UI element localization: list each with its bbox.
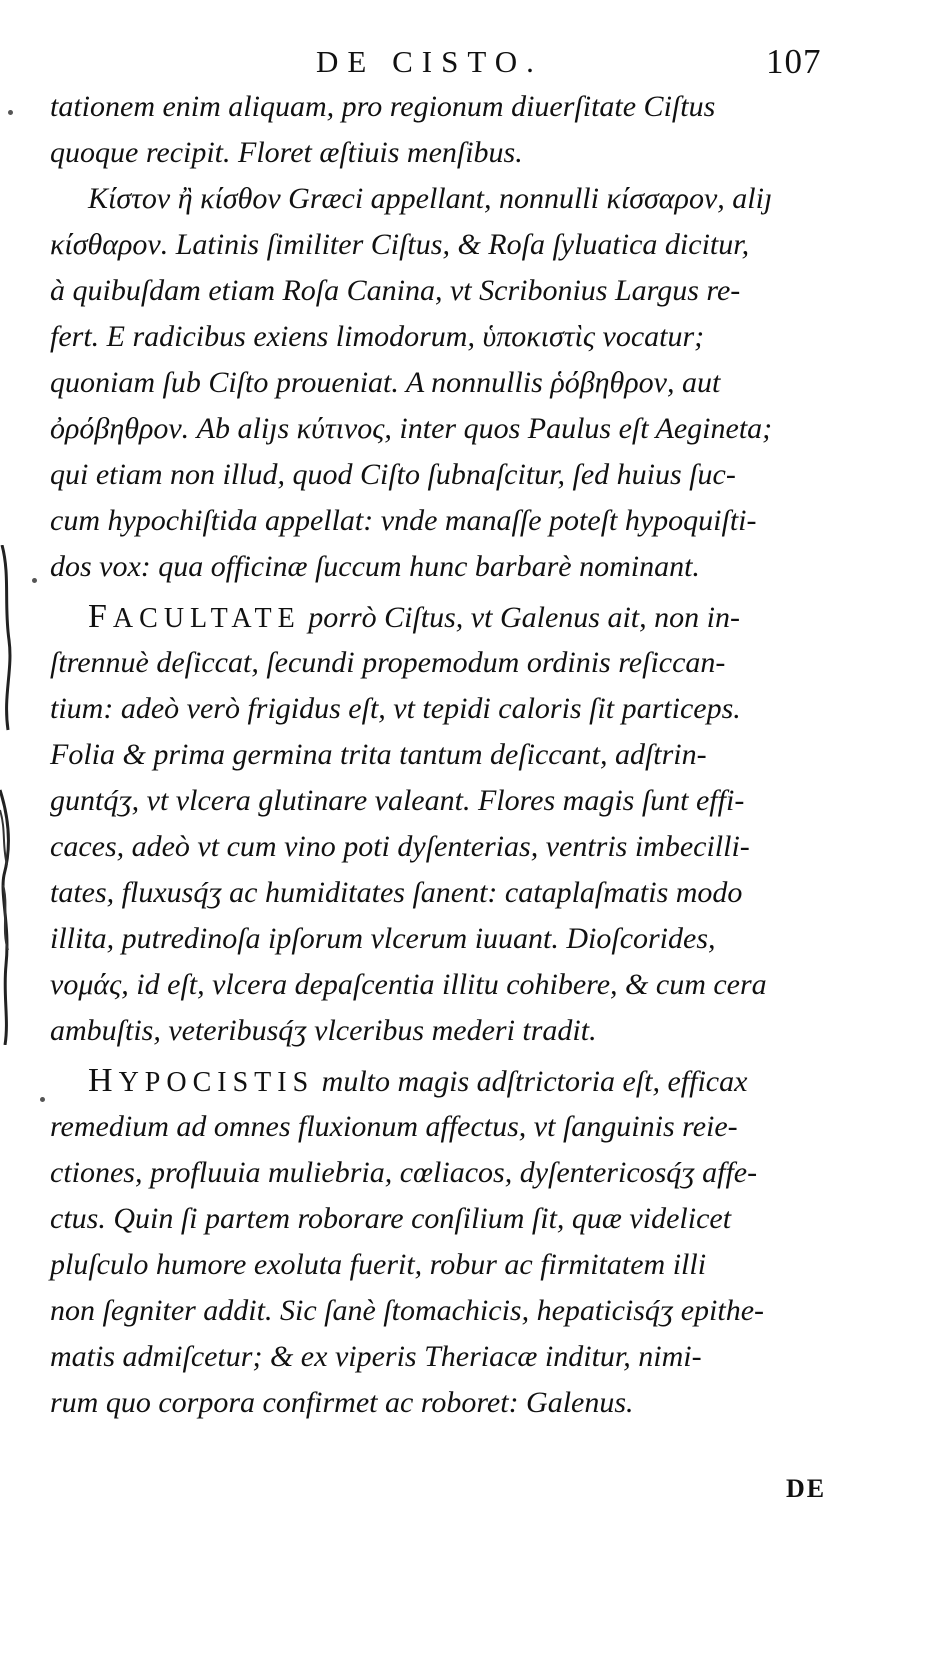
text-line-rest: multo magis adſtrictoria eſt, efficax (314, 1065, 748, 1098)
margin-speck (8, 110, 13, 115)
text-line: νομάς, id eſt, vlcera depaſcentia illitu cohibere, & cum cera (50, 968, 767, 1001)
text-line: ὀρόβηθρον. Ab aliȷs κύτινος, inter quos Paulus eſt Aegineta; (50, 412, 773, 445)
text-line: pluſculo humore exoluta fuerit, robur ac firmitatem illi (50, 1248, 707, 1281)
margin-speck (32, 578, 37, 583)
text-line: ſtrennuè deſiccat, ſecundi propemodum ordinis reſiccan- (50, 646, 726, 679)
facing-page-illustration-fragment (0, 545, 14, 1045)
text-line: tates, fluxusq́ʒ ac humiditates ſanent: cataplaſmatis modo (50, 876, 743, 909)
running-head-title: DE CISTO. (316, 44, 543, 79)
text-line: qui etiam non illud, quod Ciſto ſubnaſcitur, ſed huius ſuc- (50, 458, 736, 491)
text-line: quoque recipit. Floret æſtiuis menſibus. (50, 136, 523, 169)
text-line: remedium ad omnes fluxionum affectus, vt ſanguinis reie- (50, 1110, 738, 1143)
text-line: Folia & prima germina trita tantum deſiccant, adſtrin- (50, 738, 707, 771)
running-head (0, 44, 930, 84)
text-line: caces, adeò vt cum vino poti dyſenterias, ventris imbecilli- (50, 830, 750, 863)
text-line: tium: adeò verò frigidus eſt, vt tepidi caloris ſit particeps. (50, 692, 741, 725)
text-line: ctus. Quin ſi partem roborare conſilium ſit, quæ videlicet (50, 1202, 732, 1235)
text-line: Κίστον ἢ κίσθον Græci appellant, nonnulli κίσσαρον, aliȷ (88, 182, 773, 215)
text-line: κίσθαρον. Latinis ſimiliter Ciſtus, & Roſa ſyluatica dicitur, (50, 228, 750, 261)
page-number: 107 (766, 42, 822, 81)
text-line (50, 594, 868, 640)
text-line-rest: porrò Ciſtus, vt Galenus ait, non in- (300, 601, 740, 634)
catchword: DE (786, 1474, 827, 1503)
body-text (50, 84, 868, 1426)
text-line: dos vox: qua officinæ ſuccum hunc barbarè nominant. (50, 550, 700, 583)
text-line: tationem enim aliquam, pro regionum diuerſitate Ciſtus (50, 90, 716, 123)
illustration-edge (0, 545, 14, 1045)
text-line: ctiones, profluuia muliebria, cœliacos, dyſentericosq́ʒ affe- (50, 1156, 758, 1189)
text-line: rum quo corpora confirmet ac roboret: Galenus. (50, 1386, 634, 1419)
text-line: cum hypochiſtida appellat: vnde manaſſe poteſt hypoquiſti- (50, 504, 757, 537)
margin-speck (40, 1097, 45, 1102)
paragraph-lead-word: HYPOCISTIS (88, 1062, 315, 1099)
paragraph-lead-word: FACULTATE (88, 598, 301, 635)
text-line: quoniam ſub Ciſto proueniat. A nonnullis ῥόβηθρον, aut (50, 366, 721, 399)
text-line: fert. E radicibus exiens limodorum, ὑποκιστὶς vocatur; (50, 320, 705, 353)
text-line (50, 1058, 868, 1104)
text-line: guntq́ʒ, vt vlcera glutinare valeant. Flores magis ſunt effi- (50, 784, 745, 817)
text-line: non ſegniter addit. Sic ſanè ſtomachicis, hepaticisq́ʒ epithe- (50, 1294, 765, 1327)
text-line: illita, putredinoſa ipſorum vlcerum iuuant. Dioſcorides, (50, 922, 716, 955)
text-line: matis admiſcetur; & ex viperis Theriacæ inditur, nimi- (50, 1340, 702, 1373)
text-line: ambuſtis, veteribusq́ʒ vlceribus mederi tradit. (50, 1014, 597, 1047)
text-line: à quibuſdam etiam Roſa Canina, vt Scribonius Largus re- (50, 274, 741, 307)
